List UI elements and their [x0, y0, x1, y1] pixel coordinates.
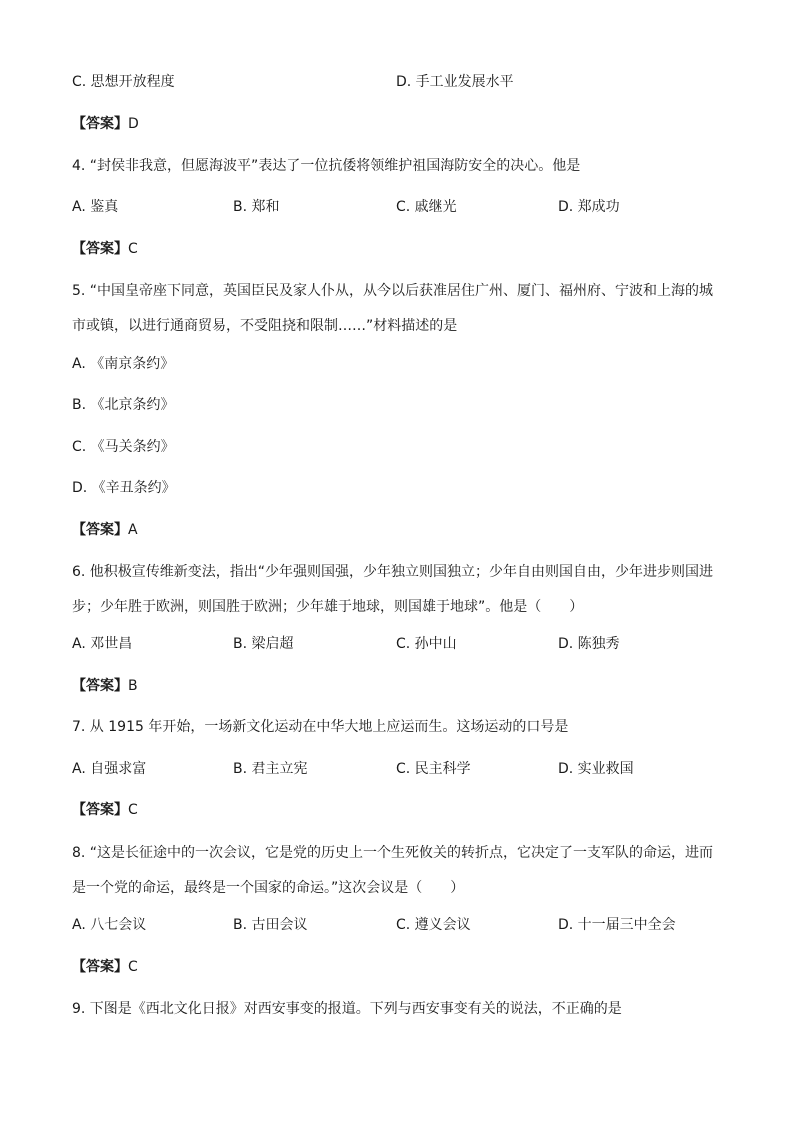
q7-option-c: C. 民主科学 [396, 761, 471, 777]
q6-option-a: A. 邓世昌 [72, 636, 133, 652]
q8-stem-line2: 是一个党的命运，最终是一个国家的命运。”这次会议是（ ） [72, 880, 465, 896]
q4-option-a: A. 鉴真 [72, 199, 119, 215]
answer-tag: 【答案】 [72, 802, 128, 818]
q5-option-c: C. 《马关条约》 [72, 439, 175, 455]
q5-stem-line2: 市或镇，以进行通商贸易，不受阻挠和限制……”材料描述的是 [72, 318, 458, 334]
q8-answer [72, 957, 138, 977]
q6-option-b: B. 梁启超 [233, 636, 294, 652]
answer-tag: 【答案】 [72, 116, 128, 132]
q4-answer [72, 239, 138, 259]
q4-option-c: C. 戚继光 [396, 199, 457, 215]
q8-stem-line1: 8. “这是长征途中的一次会议，它是党的历史上一个生死攸关的转折点，它决定了一支军队的命运，进而 [72, 845, 714, 861]
q5-option-d: D. 《辛丑条约》 [72, 480, 176, 496]
q3-option-c: C. 思想开放程度 [72, 74, 175, 90]
q8-option-b: B. 古田会议 [233, 917, 308, 933]
q7-answer [72, 800, 138, 820]
q8-option-a: A. 八七会议 [72, 917, 147, 933]
q5-answer [72, 520, 138, 540]
q3-answer [72, 114, 139, 134]
answer-value: C [128, 241, 138, 257]
q5-option-b: B. 《北京条约》 [72, 397, 175, 413]
q4-option-b: B. 郑和 [233, 199, 280, 215]
q6-option-c: C. 孙中山 [396, 636, 457, 652]
answer-tag: 【答案】 [72, 959, 128, 975]
q4-option-d: D. 郑成功 [558, 199, 620, 215]
q5-stem-line1: 5. “中国皇帝座下同意，英国臣民及家人仆从，从今以后获准居住广州、厦门、福州府、宁波和上海的城 [72, 283, 714, 299]
answer-value: D [128, 116, 139, 132]
q7-option-d: D. 实业救国 [558, 761, 634, 777]
q4-stem: 4. “封侯非我意，但愿海波平”表达了一位抗倭将领维护祖国海防安全的决心。他是 [72, 158, 581, 174]
q7-option-b: B. 君主立宪 [233, 761, 308, 777]
answer-tag: 【答案】 [72, 678, 128, 694]
q7-option-a: A. 自强求富 [72, 761, 147, 777]
answer-tag: 【答案】 [72, 522, 128, 538]
q6-answer [72, 676, 138, 696]
q8-option-c: C. 遵义会议 [396, 917, 471, 933]
q9-stem: 9. 下图是《西北文化日报》对西安事变的报道。下列与西安事变有关的说法，不正确的是 [72, 1001, 622, 1017]
q5-option-a: A. 《南京条约》 [72, 356, 175, 372]
q7-stem: 7. 从 1915 年开始，一场新文化运动在中华大地上应运而生。这场运动的口号是 [72, 719, 569, 735]
q8-option-d: D. 十一届三中全会 [558, 917, 676, 933]
answer-value: C [128, 802, 138, 818]
q6-stem-line1: 6. 他积极宣传维新变法，指出“少年强则国强，少年独立则国独立；少年自由则国自由，少年进步则国进 [72, 564, 714, 580]
answer-tag: 【答案】 [72, 241, 128, 257]
answer-value: A [128, 522, 138, 538]
q3-option-d: D. 手工业发展水平 [396, 74, 514, 90]
answer-value: C [128, 959, 138, 975]
q6-option-d: D. 陈独秀 [558, 636, 620, 652]
q6-stem-line2: 步；少年胜于欧洲，则国胜于欧洲；少年雄于地球，则国雄于地球”。他是（ ） [72, 599, 584, 615]
answer-value: B [128, 678, 138, 694]
